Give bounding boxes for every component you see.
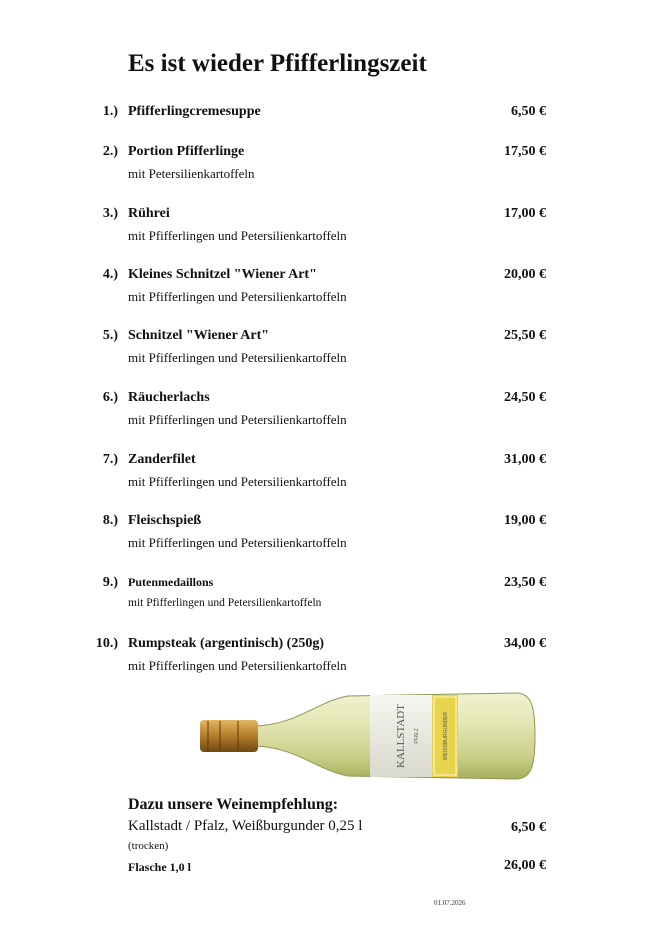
item-price: 24,50 €: [504, 390, 546, 405]
item-number: 5.): [102, 328, 118, 343]
item-description: mit Pfifferlingen und Petersilienkartoffeln: [128, 228, 347, 243]
footer-date: 01.07.2026: [434, 899, 466, 907]
item-price: 17,00 €: [504, 206, 546, 221]
wine-heading: Dazu unsere Weinempfehlung:: [128, 796, 339, 813]
item-name: Portion Pfifferlinge: [128, 144, 245, 159]
item-number: 9.): [102, 575, 118, 590]
wine-bottle-image: [198, 688, 538, 784]
item-name: Rührei: [128, 206, 170, 221]
item-number: 3.): [102, 206, 118, 221]
item-price: 25,50 €: [504, 328, 546, 343]
item-price: 19,00 €: [504, 513, 546, 528]
item-price: 6,50 €: [511, 104, 546, 119]
item-description: mit Pfifferlingen und Petersilienkartoffeln: [128, 474, 347, 489]
item-number: 7.): [102, 452, 118, 467]
item-price: 34,00 €: [504, 636, 546, 651]
item-price: 17,50 €: [504, 144, 546, 159]
item-description: mit Petersilienkartoffeln: [128, 166, 255, 181]
wine-price: 6,50 €: [511, 820, 546, 835]
item-price: 23,50 €: [504, 575, 546, 590]
item-name: Schnitzel "Wiener Art": [128, 328, 270, 343]
label-brand-text: KALLSTADT: [395, 704, 407, 768]
item-number: 8.): [102, 513, 118, 528]
item-description: mit Pfifferlingen und Petersilienkartoffeln: [128, 535, 347, 550]
item-description: mit Pfifferlingen und Petersilienkartoffeln: [128, 597, 322, 609]
wine-description: Kallstadt / Pfalz, Weißburgunder 0,25 l: [128, 818, 363, 834]
bottle-price: 26,00 €: [504, 858, 546, 873]
item-name: Zanderfilet: [128, 452, 196, 467]
item-number: 2.): [102, 144, 118, 159]
wine-note: (trocken): [128, 840, 169, 852]
item-description: mit Pfifferlingen und Petersilienkartoffeln: [128, 350, 347, 365]
item-price: 20,00 €: [504, 267, 546, 282]
bottle-size-label: Flasche 1,0 l: [128, 860, 191, 874]
label-grape-text: WEISSBURGUNDER: [443, 711, 449, 761]
item-name: Räucherlachs: [128, 390, 210, 405]
item-number: 6.): [102, 390, 118, 405]
item-name: Rumpsteak (argentinisch) (250g): [128, 636, 324, 651]
item-number: 10.): [95, 636, 118, 651]
item-price: 31,00 €: [504, 452, 546, 467]
item-number: 1.): [102, 104, 118, 119]
item-name: Fleischspieß: [128, 513, 202, 528]
item-name: Putenmedaillons: [128, 575, 214, 589]
item-description: mit Pfifferlingen und Petersilienkartoffeln: [128, 658, 347, 673]
item-number: 4.): [102, 267, 118, 282]
item-description: mit Pfifferlingen und Petersilienkartoffeln: [128, 289, 347, 304]
page-title: Es ist wieder Pfifferlingszeit: [128, 50, 427, 77]
label-region-text: PFALZ: [414, 728, 420, 744]
item-description: mit Pfifferlingen und Petersilienkartoffeln: [128, 412, 347, 427]
item-name: Kleines Schnitzel "Wiener Art": [128, 267, 317, 282]
item-name: Pfifferlingcremesuppe: [128, 104, 261, 119]
